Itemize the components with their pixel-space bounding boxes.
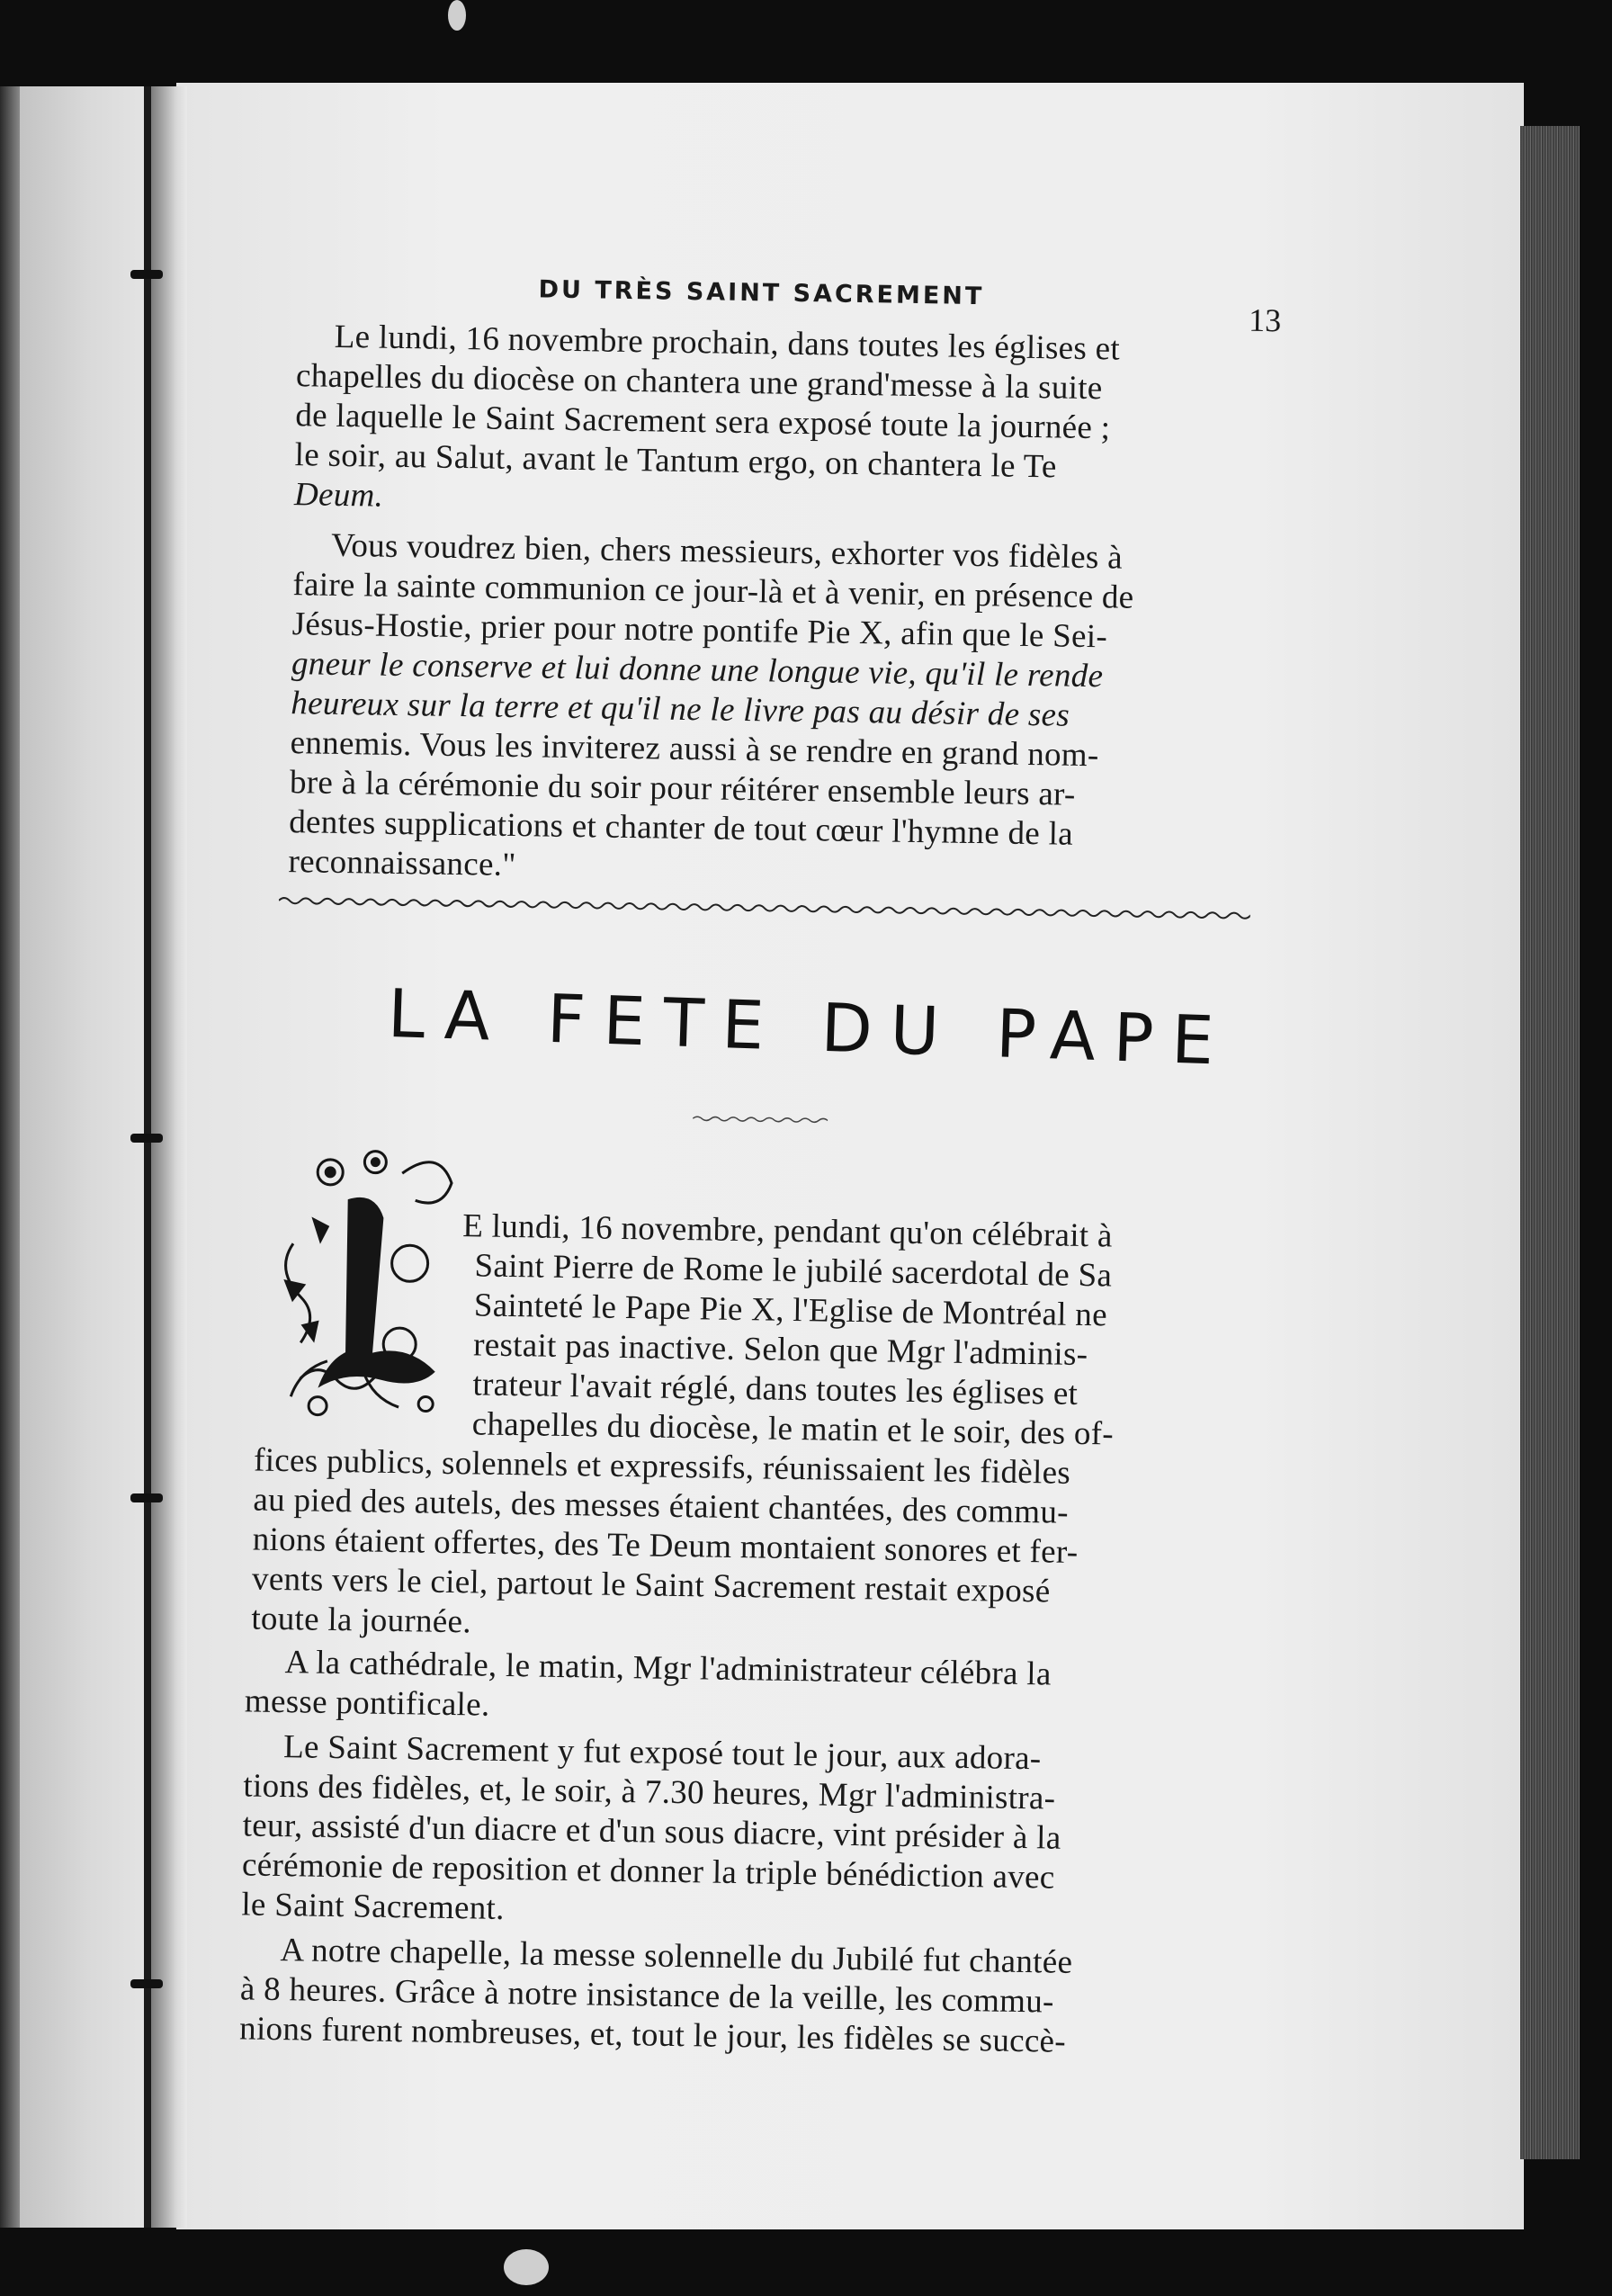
text-line: messe pontificale. — [244, 1682, 490, 1724]
wavy-divider-rule — [279, 894, 1250, 922]
text-line: nions furent nombreuses, et, tout le jour, les fidèles se succè- — [238, 2010, 1067, 2060]
text-line: restait pas inactive. Selon que Mgr l'adminis- — [472, 1326, 1088, 1374]
text-line: chapelles du diocèse, le matin et le soir, des of- — [471, 1405, 1115, 1453]
text-line: Le Saint Sacrement y fut exposé tout le jour, aux adora- — [282, 1728, 1042, 1778]
text-line: trateur l'avait réglé, dans toutes les églises et — [472, 1366, 1079, 1413]
text-line: bre à la cérémonie du soir pour réitérer ensemble leurs ar- — [289, 764, 1076, 813]
text-line: vents vers le ciel, partout le Saint Sacrement restait exposé — [251, 1560, 1051, 1610]
text-line: faire la sainte communion ce jour-là et à venir, en présence de — [292, 566, 1134, 616]
text-segment: le soir, au Salut, avant le Tantum ergo, on chantera le Te — [294, 436, 1058, 486]
ornamental-dropcap-l-icon — [273, 1135, 466, 1426]
section-title: LA FETE DU PAPE — [386, 974, 1233, 1081]
text-line: Sainteté le Pape Pie X, l'Eglise de Montréal ne — [473, 1287, 1108, 1334]
text-line: Deum. — [293, 476, 384, 515]
text-line: tions des fidèles, et, le soir, à 7.30 heures, Mgr l'administra- — [243, 1767, 1056, 1817]
text-line: E lundi, 16 novembre, pendant qu'on célébrait à — [461, 1207, 1114, 1255]
running-head: DU TRÈS SAINT SACREMENT — [538, 275, 985, 311]
text-line: toute la journée. — [251, 1600, 472, 1641]
text-line: fices publics, solennels et expressifs, réunissaient les fidèles — [253, 1441, 1071, 1492]
text-line: dentes supplications et chanter de tout cœur l'hymne de la — [288, 803, 1074, 853]
text-line: à 8 heures. Grâce à notre insistance de la veille, les commu- — [239, 1970, 1055, 2021]
text-line: Jésus-Hostie, prier pour notre pontife Pie X, afin que le Sei- — [291, 605, 1108, 656]
text-line: heureux sur la terre et qu'il ne le livre pas au désir de ses — [291, 685, 1070, 734]
text-line: reconnaissance." — [288, 843, 516, 884]
text-line: teur, assisté d'un diacre et d'un sous diacre, vint présider à la — [242, 1807, 1061, 1857]
small-ornament-rule — [693, 1115, 828, 1124]
text-line: Saint Pierre de Rome le jubilé sacerdotal de Sa — [474, 1247, 1113, 1295]
text-line: au pied des autels, des messes étaient chantées, des commu- — [253, 1481, 1070, 1531]
text-line: A la cathédrale, le matin, Mgr l'administrateur célébra la — [284, 1644, 1052, 1693]
text-line: nions étaient offertes, des Te Deum montaient sonores et fer- — [252, 1520, 1079, 1571]
text-line: cérémonie de reposition et donner la triple bénédiction avec — [241, 1846, 1055, 1897]
text-line: gneur le conserve et lui donne une longue vie, qu'il le rende — [291, 645, 1104, 695]
text-line: de laquelle le Saint Sacrement sera exposé toute la journée ; — [295, 397, 1111, 447]
page-number: 13 — [1248, 301, 1282, 339]
text-line: Le lundi, 16 novembre prochain, dans toutes les églises et — [334, 318, 1121, 368]
text-line: chapelles du diocèse on chantera une grand'messe à la suite — [295, 357, 1103, 408]
text-line: A notre chapelle, la messe solennelle du Jubilé fut chantée — [280, 1932, 1073, 1981]
text-line: le Saint Sacrement. — [241, 1886, 506, 1927]
text-line: Vous voudrez bien, chers messieurs, exhorter vos fidèles à — [330, 526, 1124, 577]
text-line: ennemis. Vous les inviterez aussi à se rendre en grand nom- — [290, 724, 1099, 775]
